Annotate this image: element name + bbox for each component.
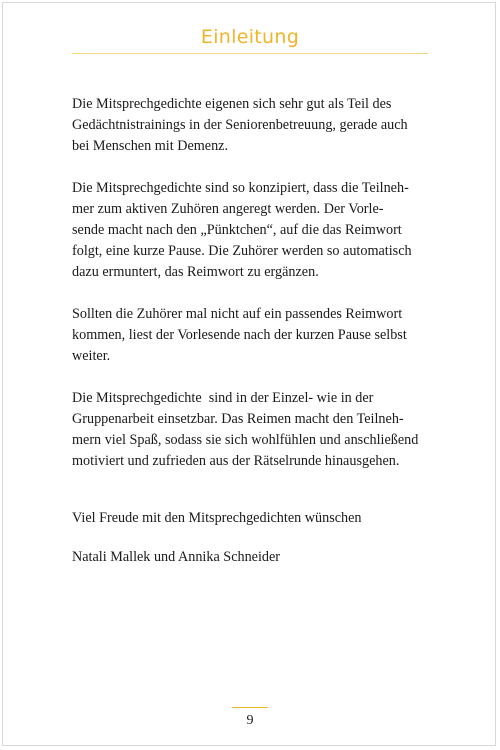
paragraph-4 <box>72 388 432 472</box>
text-line: Sollten die Zuhörer mal nicht auf ein passendes Reimwort <box>72 306 403 322</box>
footer-divider <box>232 707 268 708</box>
text-line: Gruppenarbeit einsetzbar. Das Reimen macht den Teilneh- <box>72 411 404 427</box>
text-line: kommen, liest der Vorlesende nach der kurzen Pause selbst <box>72 327 407 343</box>
text-line: sende macht nach den „Pünktchen“, auf die das Reimwort <box>72 222 402 238</box>
text-line: weiter. <box>72 348 111 364</box>
page-number: 9 <box>246 713 254 728</box>
chapter-title: Einleitung <box>200 26 300 48</box>
text-line: dazu ermuntert, das Reimwort zu ergänzen. <box>72 264 319 280</box>
text-line: bei Menschen mit Demenz. <box>72 138 229 154</box>
paragraph-3 <box>72 304 432 367</box>
closing-line: Viel Freude mit den Mitsprechgedichten wünschen <box>72 510 362 526</box>
text-line: Gedächtnistrainings in der Seniorenbetreuung, gerade auch <box>72 117 408 133</box>
text-line: Die Mitsprechgedichte sind so konzipiert, dass die Teilneh- <box>72 180 409 196</box>
text-line: mer zum aktiven Zuhören angeregt werden. Der Vorle- <box>72 201 384 217</box>
paragraph-2 <box>72 178 432 283</box>
paragraph-1 <box>72 94 432 157</box>
header-divider <box>72 53 428 54</box>
text-line: Die Mitsprechgedichte sind in der Einzel- wie in der <box>72 390 374 406</box>
text-line: motiviert und zufrieden aus der Rätselrunde hinausgehen. <box>72 453 400 469</box>
text-line: folgt, eine kurze Pause. Die Zuhörer werden so automatisch <box>72 243 412 259</box>
authors-line: Natali Mallek und Annika Schneider <box>72 549 281 565</box>
text-line: Die Mitsprechgedichte eigenen sich sehr gut als Teil des <box>72 96 392 112</box>
body-text <box>72 94 432 586</box>
text-line: mern viel Spaß, sodass sie sich wohlfühlen und anschließend <box>72 432 419 448</box>
